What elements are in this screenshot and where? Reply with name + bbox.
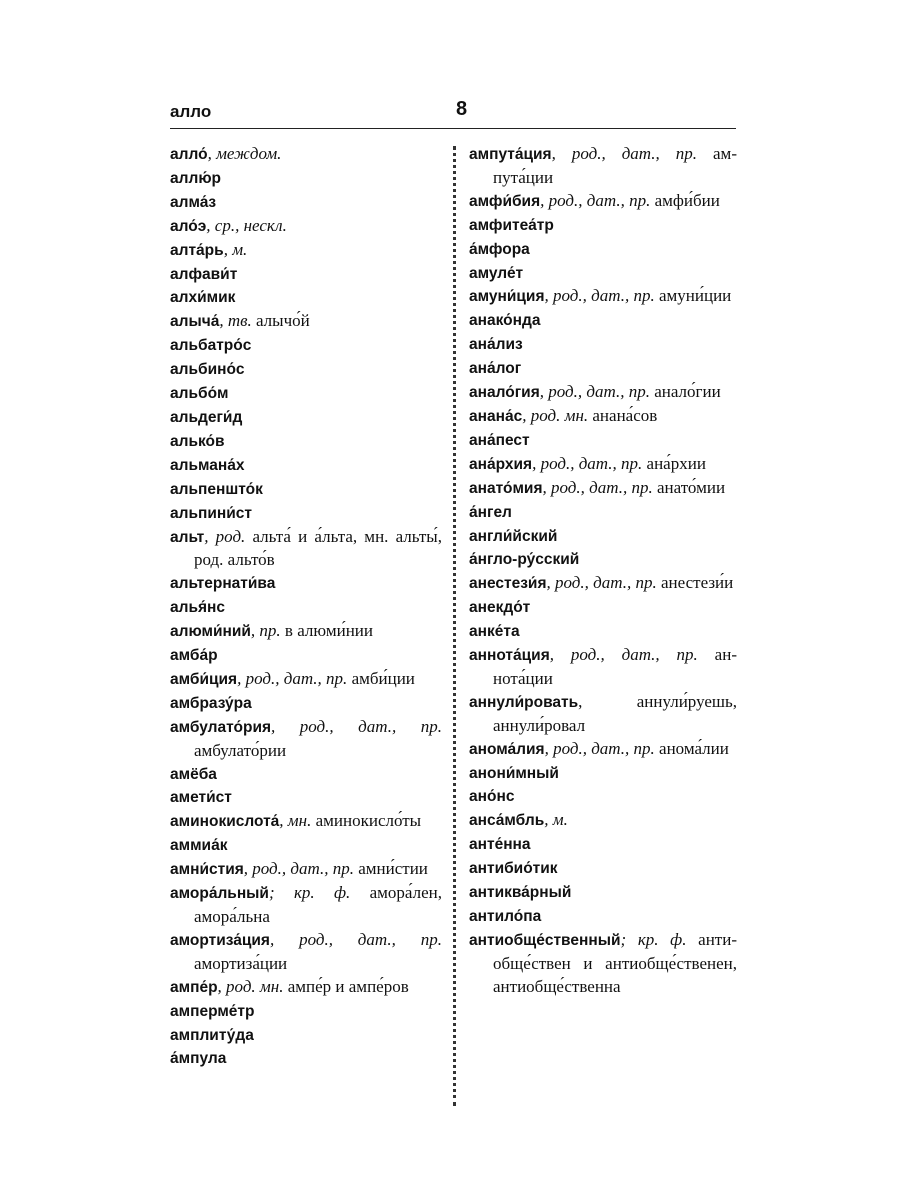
form-text: амбулато́рии xyxy=(194,740,287,760)
dictionary-entry xyxy=(170,478,442,502)
dictionary-entry xyxy=(170,692,442,716)
dictionary-entry xyxy=(469,238,737,262)
headword: альбатро́с xyxy=(170,337,252,355)
form-text: анома́лии xyxy=(654,738,729,758)
dictionary-entry xyxy=(170,882,442,929)
dictionary-entry xyxy=(170,596,442,620)
dictionary-entry xyxy=(469,453,737,477)
headword: амби́ция xyxy=(170,670,238,688)
running-head: алло xyxy=(170,102,212,121)
headword: антиобще́ственный xyxy=(469,931,621,949)
headword: амуле́т xyxy=(469,264,524,282)
dictionary-entry xyxy=(170,239,442,263)
form-text: антиобще́ствен и антиобще́ственен, антиобще́ственна xyxy=(493,929,737,996)
headword: алфави́т xyxy=(170,265,238,283)
dictionary-entry xyxy=(469,429,737,453)
dictionary-entry xyxy=(469,143,737,190)
dictionary-entry xyxy=(469,381,737,405)
grammar-note: , род., дат., пр. xyxy=(237,668,348,688)
dictionary-entry xyxy=(469,620,737,644)
page-number: 8 xyxy=(456,98,468,120)
headword: алло́ xyxy=(170,146,208,163)
dictionary-entry xyxy=(170,1000,442,1024)
headword: аннота́ция xyxy=(469,647,550,665)
headword: анони́мный xyxy=(469,764,559,782)
headword: анана́с xyxy=(469,407,523,425)
dictionary-entry xyxy=(170,358,442,382)
form-text: амби́ции xyxy=(347,668,415,688)
dictionary-entry xyxy=(170,191,442,215)
grammar-note: ; кр. ф. xyxy=(268,883,351,903)
headword: амплиту́да xyxy=(170,1026,254,1044)
headword: амперме́тр xyxy=(170,1002,255,1020)
dictionary-entry xyxy=(170,502,442,526)
headword: альмана́х xyxy=(170,456,245,474)
headword: анако́нда xyxy=(469,312,541,330)
grammar-note: , тв. xyxy=(219,311,252,331)
dictionary-entry xyxy=(469,691,737,738)
headword: алыча́ xyxy=(170,313,220,331)
dictionary-entry xyxy=(469,501,737,525)
form-text: аннота́ции xyxy=(493,645,737,688)
headword: анестези́я xyxy=(469,575,547,593)
dictionary-entry xyxy=(469,596,737,620)
dictionary-entry xyxy=(469,190,737,214)
form-text: алычо́й xyxy=(251,311,310,331)
headword: аминокислота́ xyxy=(170,813,280,831)
headword: ана́лог xyxy=(469,360,522,378)
dictionary-entry xyxy=(170,263,442,287)
dictionary-entry xyxy=(170,668,442,692)
form-text: амфи́бии xyxy=(650,190,720,210)
form-text: амни́стии xyxy=(353,859,428,879)
headword: амети́ст xyxy=(170,789,232,807)
headword: амуни́ция xyxy=(469,288,545,306)
dictionary-entry xyxy=(469,548,737,572)
dictionary-entry xyxy=(170,929,442,976)
headword: альтернати́ва xyxy=(170,575,276,593)
dictionary-entry xyxy=(170,716,442,763)
headword: алько́в xyxy=(170,432,225,450)
dictionary-entry xyxy=(170,810,442,834)
dictionary-entry xyxy=(170,143,442,167)
headword: анса́мбль xyxy=(469,812,545,830)
headword: алма́з xyxy=(170,193,217,211)
grammar-note: , род., дат., пр. xyxy=(549,645,698,665)
dictionary-entry xyxy=(170,620,442,644)
form-text: анестези́и xyxy=(656,573,734,593)
headword: алта́рь xyxy=(170,241,224,259)
grammar-note: , род., дат., пр. xyxy=(532,453,643,473)
dictionary-entry xyxy=(469,333,737,357)
headword: амфитеа́тр xyxy=(469,216,554,234)
form-text: аминокисло́ты xyxy=(311,811,422,831)
grammar-note: , м. xyxy=(223,239,248,259)
grammar-note: , междом. xyxy=(207,144,282,163)
dictionary-entry xyxy=(170,286,442,310)
grammar-note: , род., дат., пр. xyxy=(540,190,651,210)
headword: антиква́рный xyxy=(469,884,572,902)
grammar-note: , пр. xyxy=(250,621,281,641)
headword: ампе́р xyxy=(170,978,218,996)
dictionary-entry xyxy=(170,215,442,239)
dictionary-entry xyxy=(469,262,737,286)
grammar-note: , род., дат., пр. xyxy=(544,738,655,758)
dictionary-entry xyxy=(469,833,737,857)
dictionary-entry xyxy=(469,929,737,999)
dictionary-entry xyxy=(469,214,737,238)
grammar-note: , ср., нескл. xyxy=(206,215,287,235)
grammar-note: , мн. xyxy=(279,811,312,831)
headword: анома́лия xyxy=(469,740,545,758)
headword: альбино́с xyxy=(170,361,245,379)
dictionary-entry xyxy=(170,1024,442,1048)
headword: аммиа́к xyxy=(170,837,228,855)
dictionary-entry xyxy=(170,834,442,858)
headword: амфи́бия xyxy=(469,192,541,210)
dictionary-entry xyxy=(469,477,737,501)
headword: анке́та xyxy=(469,623,520,641)
headword: амба́р xyxy=(170,647,218,665)
headword: амбразу́ра xyxy=(170,694,252,712)
dictionary-entry xyxy=(469,285,737,309)
dictionary-entry xyxy=(170,786,442,810)
headword: альпеншто́к xyxy=(170,480,263,498)
column-divider xyxy=(453,146,456,1106)
headword: амни́стия xyxy=(170,861,244,879)
headword: антибио́тик xyxy=(469,860,558,878)
dictionary-entry xyxy=(170,406,442,430)
form-text: амора́лен, амора́льна xyxy=(194,883,442,926)
dictionary-entry xyxy=(170,976,442,1000)
grammar-note: ; кр. ф. xyxy=(620,929,687,949)
dictionary-entry xyxy=(469,762,737,786)
dictionary-entry xyxy=(170,430,442,454)
form-text: альта́ и а́льта, мн. альты́, род. альто́в xyxy=(194,526,442,570)
grammar-note: , род. xyxy=(204,526,246,546)
form-text: амуни́ции xyxy=(654,286,732,306)
dictionary-entry xyxy=(170,382,442,406)
dictionary-entry xyxy=(469,809,737,833)
grammar-note: , м. xyxy=(544,810,568,830)
headword: амбулато́рия xyxy=(170,718,272,736)
dictionary-entry xyxy=(170,526,442,573)
grammar-note: , род., дат., пр. xyxy=(271,716,442,736)
grammar-note: , род., дат., пр. xyxy=(544,286,655,306)
form-text: анато́мии xyxy=(652,477,726,497)
dictionary-entry xyxy=(469,357,737,381)
dictionary-entry xyxy=(170,167,442,191)
dictionary-entry xyxy=(469,309,737,333)
dictionary-entry xyxy=(170,1047,442,1071)
dictionary-entry xyxy=(170,454,442,478)
headword: а́нгел xyxy=(469,503,512,521)
grammar-note: , род., дат., пр. xyxy=(539,382,650,402)
dictionary-entry xyxy=(469,905,737,929)
headword: аллю́р xyxy=(170,169,222,187)
headword: англи́йский xyxy=(469,527,558,545)
form-text: анана́сов xyxy=(588,405,658,425)
dictionary-entry xyxy=(469,572,737,596)
headword: ана́рхия xyxy=(469,455,533,473)
dictionary-entry xyxy=(469,785,737,809)
headword: ало́э xyxy=(170,217,207,235)
form-text: , аннули́руешь, аннули́ровал xyxy=(493,691,737,735)
dictionary-entry xyxy=(469,644,737,691)
page-header xyxy=(170,98,736,129)
headword: ампута́ция xyxy=(469,146,552,163)
right-column xyxy=(469,143,737,999)
headword: амортиза́ция xyxy=(170,931,270,949)
headword: альт xyxy=(170,528,205,546)
headword: альдеги́д xyxy=(170,408,243,426)
headword: а́мфора xyxy=(469,240,530,258)
headword: анато́мия xyxy=(469,479,543,497)
headword: антило́па xyxy=(469,908,542,925)
dictionary-entry xyxy=(469,857,737,881)
headword: альпини́ст xyxy=(170,504,252,522)
headword: амёба xyxy=(170,765,217,783)
headword: ана́пест xyxy=(469,431,530,449)
headword: амора́льный xyxy=(170,885,269,903)
grammar-note: , род. мн. xyxy=(217,976,284,996)
headword: ано́нс xyxy=(469,788,515,806)
headword: анте́нна xyxy=(469,836,531,854)
headword: анекдо́т xyxy=(469,599,531,617)
headword: алья́нс xyxy=(170,599,226,617)
dictionary-entry xyxy=(469,738,737,762)
headword: а́мпула xyxy=(170,1050,227,1068)
grammar-note: , род., дат., пр. xyxy=(269,929,442,949)
dictionary-entry xyxy=(170,644,442,668)
headword: а́нгло-ру́сский xyxy=(469,551,580,569)
headword: анало́гия xyxy=(469,384,540,402)
form-text: ампе́р и ампе́ров xyxy=(283,976,409,996)
left-column xyxy=(170,143,442,1071)
dictionary-entry xyxy=(170,334,442,358)
grammar-note: , род., дат., пр. xyxy=(243,859,354,879)
dictionary-entry xyxy=(170,763,442,787)
dictionary-entry xyxy=(170,858,442,882)
form-text: ана́рхии xyxy=(642,453,706,473)
form-text: ампута́ции xyxy=(493,144,737,187)
form-text: амортиза́ции xyxy=(194,953,288,973)
headword: алхи́мик xyxy=(170,289,236,307)
dictionary-entry xyxy=(469,405,737,429)
headword: аннули́ровать xyxy=(469,693,579,711)
headword: альбо́м xyxy=(170,385,229,403)
dictionary-entry xyxy=(170,572,442,596)
dictionary-entry xyxy=(469,881,737,905)
dictionary-entry xyxy=(170,310,442,334)
dictionary-entry xyxy=(469,525,737,549)
grammar-note: , род. мн. xyxy=(522,405,589,425)
grammar-note: , род., дат., пр. xyxy=(546,573,657,593)
headword: алюми́ний xyxy=(170,623,251,641)
grammar-note: , род., дат., пр. xyxy=(542,477,653,497)
headword: ана́лиз xyxy=(469,336,523,354)
form-text: в алюми́нии xyxy=(280,621,374,641)
form-text: анало́гии xyxy=(649,382,721,402)
grammar-note: , род., дат., пр. xyxy=(551,144,698,163)
